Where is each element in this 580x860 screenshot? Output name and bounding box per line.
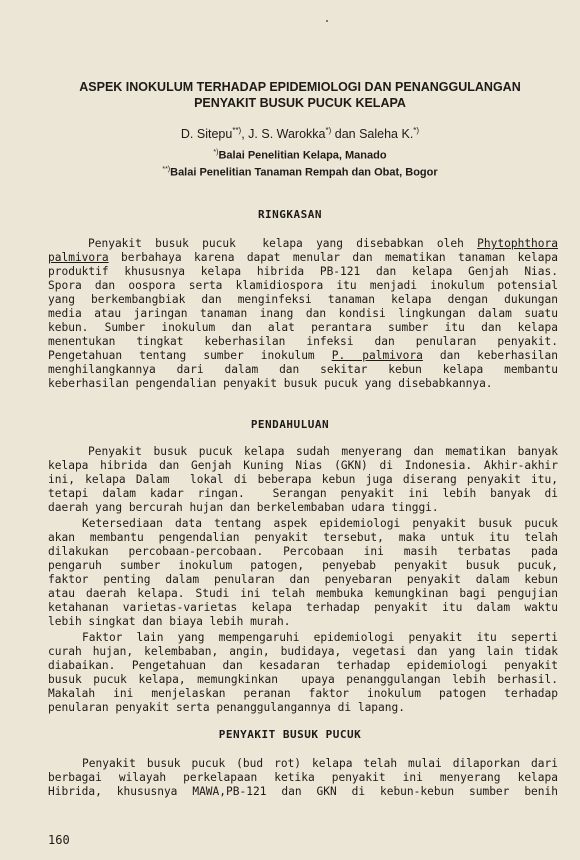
- species-name: Phytophthora: [477, 237, 558, 250]
- affiliation-2: [40, 166, 560, 179]
- intro-line: lebih singkat dan biaya lebih murah.: [48, 615, 291, 628]
- body-line: Penyakit busuk pucuk (bud rot) kelapa telah mulai dilaporkan dari: [82, 757, 558, 770]
- intro-line: kelapa hibrida dan Genjah Kuning Nias (GKN) di Indonesia. Akhir-akhir: [48, 459, 558, 472]
- abstract-line: menghilangkannya dari dalam dan sekitar kebun kelapa membantu: [48, 363, 558, 376]
- author-1: D. Sitepu: [180, 127, 233, 142]
- intro-line: akan membantu pengendalian penyakit tersebut, maka untuk itu telah: [48, 531, 558, 544]
- intro-line: pengaruh sumber inokulum patogen, penyebab penyakit busuk pucuk,: [48, 559, 558, 572]
- intro-line: Penyakit busuk pucuk kelapa sudah menyerang dan mematikan banyak: [88, 445, 558, 458]
- author-2-mark: *): [325, 126, 332, 135]
- intro-line: Makalah ini menjelaskan peranan faktor inokulum patogen terhadap: [48, 687, 558, 700]
- speck: [326, 20, 328, 22]
- affiliation-2-mark: **): [162, 166, 171, 173]
- abstract-line: Penyakit busuk pucuk kelapa yang disebabkan oleh Phytophthora: [88, 237, 558, 250]
- abstract-line: media atau jaringan tanaman inang dan kondisi lingkungan dalam suatu: [48, 307, 558, 320]
- page-number: 160: [48, 833, 70, 847]
- abstract-line: menentukan tingkat keberhasilan infeksi dan penularan penyakit.: [48, 335, 558, 348]
- affiliation-1: [40, 149, 560, 162]
- heading-ringkasan: RINGKASAN: [257, 208, 323, 221]
- title-line-1: ASPEK INOKULUM TERHADAP EPIDEMIOLOGI DAN PENANGGULANGAN: [79, 80, 521, 94]
- intro-line: Ketersediaan data tentang aspek epidemiologi penyakit busuk pucuk: [82, 517, 558, 530]
- intro-line: dilakukan percobaan-percobaan. Percobaan ini masih terbatas pada: [48, 545, 558, 558]
- affiliation-1-text: Balai Penelitian Kelapa, Manado: [218, 149, 387, 162]
- abstract-line: keberhasilan pengendalian penyakit busuk pucuk yang disebabkannya.: [48, 377, 493, 390]
- title-line-2: PENYAKIT BUSUK PUCUK KELAPA: [194, 96, 406, 110]
- intro-line: Faktor lain yang mempengaruhi epidemiologi penyakit itu seperti: [82, 631, 558, 644]
- abstract-line: produktif khususnya kelapa hibrida PB-121 dan kelapa Genjah Nias.: [48, 265, 558, 278]
- intro-line: faktor penting dalam penularan dan penyebaran penyakit dalam kebun: [48, 573, 558, 586]
- heading-pendahuluan: PENDAHULUAN: [250, 418, 330, 431]
- intro-line: ini, kelapa Dalam lokal di beberapa kebun juga diserang penyakit itu,: [48, 473, 558, 486]
- author-3-mark: *): [413, 126, 420, 135]
- intro-line: ketahanan varietas-varietas kelapa terhadap penyakit itu dalam waktu: [48, 601, 558, 614]
- body-line: berbagai wilayah perkelapaan ketika penyakit ini menyerang kelapa: [48, 771, 558, 784]
- author-2: , J. S. Warokka: [241, 127, 326, 142]
- abstract-line: kebun. Sumber inokulum dan alat perantara sumber itu dan kelapa: [48, 321, 558, 334]
- intro-line: curah hujan, kelembaban, angin, budidaya, vegetasi dan yang lain tidak: [48, 645, 558, 658]
- intro-line: penularan penyakit serta penanggulangannya di lapang.: [48, 701, 405, 714]
- author-1-mark: **): [232, 126, 242, 135]
- author-3: dan Saleha K.: [331, 127, 414, 142]
- affiliation-2-text: Balai Penelitian Tanaman Rempah dan Obat, Bogor: [170, 166, 438, 179]
- intro-line: daerah yang bercurah hujan dan berkelembaban udara tinggi.: [48, 501, 439, 514]
- heading-penyakit-busuk-pucuk: PENYAKIT BUSUK PUCUK: [218, 728, 362, 741]
- intro-line: tetapi dalam kadar ringan. Serangan penyakit ini lebih banyak di: [48, 487, 558, 500]
- body-line: Hibrida, khususnya MAWA,PB-121 dan GKN di kebun-kebun sumber benih: [48, 785, 558, 798]
- abstract-line: palmivora berbahaya karena dapat menular dan mematikan tanaman kelapa: [48, 251, 558, 264]
- abstract-line: Spora dan oospora serta klamidiospora itu menjadi inokulum potensial: [48, 279, 558, 292]
- intro-line: busuk pucuk kelapa, memungkinkan upaya penanggulangan lebih berhasil.: [48, 673, 558, 686]
- affiliation-1-mark: *): [213, 149, 219, 156]
- abstract-line: Pengetahuan tentang sumber inokulum P. palmivora dan keberhasilan: [48, 349, 558, 362]
- authors: [40, 126, 560, 141]
- intro-line: diabaikan. Pengetahuan dan kesadaran terhadap epidemiologi penyakit: [48, 659, 558, 672]
- abstract-line: yang berkembangbiak dan menginfeksi tanaman kelapa dengan dukungan: [48, 293, 558, 306]
- intro-line: atau daerah kelapa. Studi ini telah membuka kemungkinan bagi pengujian: [48, 587, 558, 600]
